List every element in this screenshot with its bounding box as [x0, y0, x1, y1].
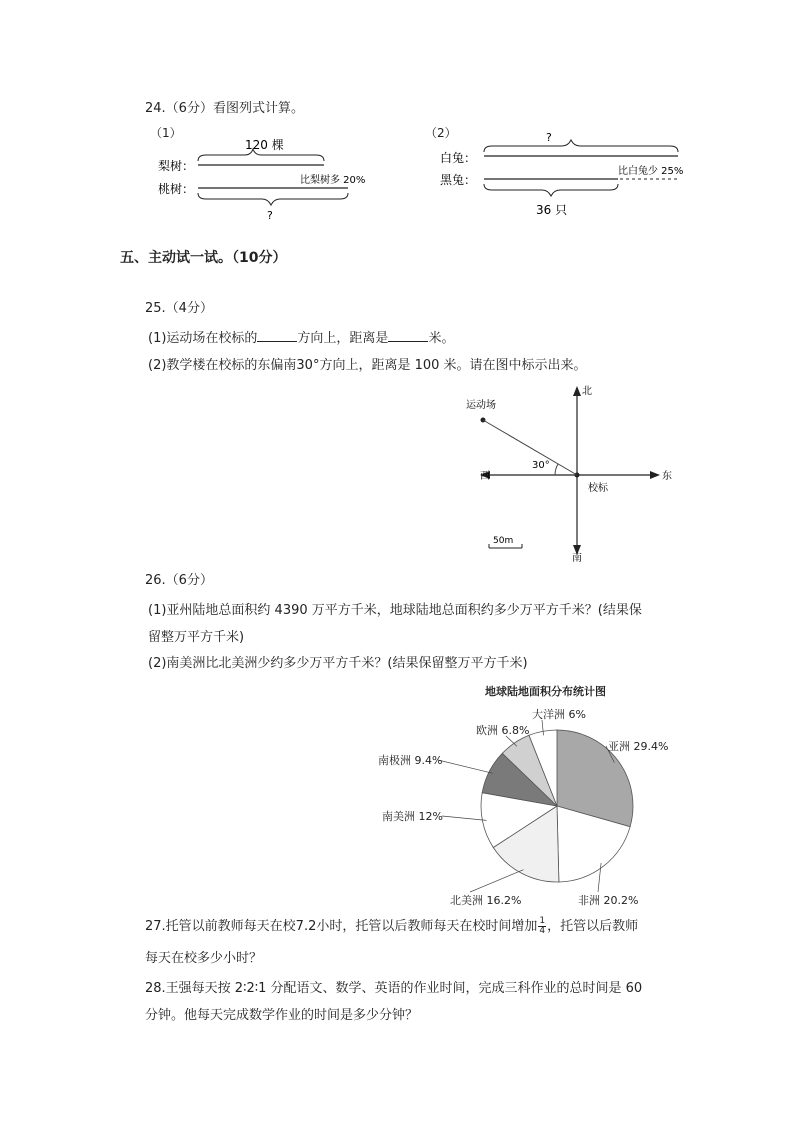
map-east-arrow-icon: [650, 471, 660, 479]
q24-part1-row1-label: 梨树：: [158, 159, 195, 173]
map-north-label: 北: [582, 386, 592, 397]
chart-title: 地球陆地面积分布统计图: [485, 685, 606, 698]
pie-leader-line-5: [438, 760, 493, 773]
q24-part2-bottom-label: 36 只: [536, 203, 568, 217]
q25-line1-part-c: 米。: [428, 331, 455, 346]
pie-chart: [360, 698, 710, 910]
q24-part1-diagram: [150, 135, 410, 225]
q26-line1-continued: 留整万平方千米): [148, 630, 245, 645]
pie-label-4: 南美洲 12%: [382, 810, 443, 823]
q24-part2-question: ?: [546, 131, 552, 144]
q24-part2-top-brace: [484, 140, 678, 152]
q24-part1-top-label: 120 棵: [245, 138, 284, 152]
map-scale-label: 50m: [493, 536, 514, 546]
q24-part1-row2-label: 桃树：: [158, 182, 195, 196]
map-sports-line: [483, 420, 577, 475]
q24-part2-bottom-brace: [484, 184, 618, 196]
pie-label-1: 亚洲 29.4%: [608, 740, 669, 753]
q24-part1-bottom-brace: [198, 193, 348, 205]
q24-part1-number: （1）: [150, 126, 182, 140]
q25-direction-blank[interactable]: [257, 329, 297, 342]
q27-fraction: [538, 917, 546, 936]
pie-label-5: 南极洲 9.4%: [378, 754, 443, 767]
map-south-label: 南: [572, 553, 582, 564]
q24-part2-diagram: [438, 128, 708, 220]
q24-part1-question: ?: [267, 209, 273, 222]
q24-part2-number: （2）: [425, 126, 457, 140]
q25-line1: [148, 327, 454, 346]
q24-part2-row2-label: 黑兔：: [440, 173, 477, 187]
pie-label-7: 大洋洲 6%: [532, 708, 586, 721]
map-angle-label: 30°: [532, 460, 550, 471]
q25-line1-part-a: (1)运动场在校标的: [148, 331, 258, 346]
map-angle-arc: [555, 464, 558, 475]
q26-line2: (2)南美洲比北美洲少约多少万平方千米？(结果保留整万平方千米): [148, 656, 528, 671]
q27-line1: [145, 915, 638, 936]
q25-direction-map[interactable]: [460, 380, 690, 565]
section-5-heading: 五、主动试一试。（10分）: [120, 250, 287, 266]
map-west-label: 西: [480, 471, 490, 482]
pie-label-2: 非洲 20.2%: [578, 894, 639, 907]
q25-distance-blank[interactable]: [388, 329, 428, 342]
q26-title: 26.（6分）: [145, 573, 213, 588]
q27-line1-part-a: 27.托管以前教师每天在校7.2小时，托管以后教师每天在校时间增加: [145, 919, 538, 934]
map-sports-label: 运动场: [466, 400, 496, 411]
q24-title: 24.（6分）看图列式计算。: [145, 101, 304, 116]
q27-line2: 每天在校多少小时？: [145, 951, 263, 966]
q27-fraction-numerator: 1: [539, 916, 546, 926]
q27-fraction-denominator: 4: [539, 926, 546, 936]
q27-line1-part-b: ，托管以后教师: [547, 919, 639, 934]
q24-part2-row1-label: 白兔：: [440, 151, 477, 165]
map-east-label: 东: [662, 471, 672, 482]
q25-line1-part-b: 方向上，距离是: [297, 331, 389, 346]
pie-leader-line-3: [470, 870, 524, 892]
pie-leader-line-4: [442, 816, 487, 820]
map-center-label: 校标: [588, 483, 608, 494]
q25-line2: (2)教学楼在校标的东偏南30°方向上，距离是 100 米。请在图中标示出来。: [148, 358, 587, 373]
q24-part1-note: 比梨树多 20%: [300, 175, 366, 186]
q24-part2-note: 比白兔少 25%: [618, 166, 684, 177]
pie-label-6: 欧洲 6.8%: [476, 724, 530, 737]
q26-line1: (1)亚州陆地总面积约 4390 万平方千米，地球陆地总面积约多少万平方千米？(结果保: [148, 603, 642, 618]
map-north-arrow-icon: [573, 386, 581, 396]
q28-line2: 分钟。他每天完成数学作业的时间是多少分钟？: [145, 1008, 419, 1023]
q28-line1: 28.王强每天按 2∶2∶1 分配语文、数学、英语的作业时间，完成三科作业的总时间是 60: [145, 981, 643, 996]
q25-title: 25.（4分）: [145, 301, 213, 316]
pie-label-3: 北美洲 16.2%: [450, 894, 522, 907]
